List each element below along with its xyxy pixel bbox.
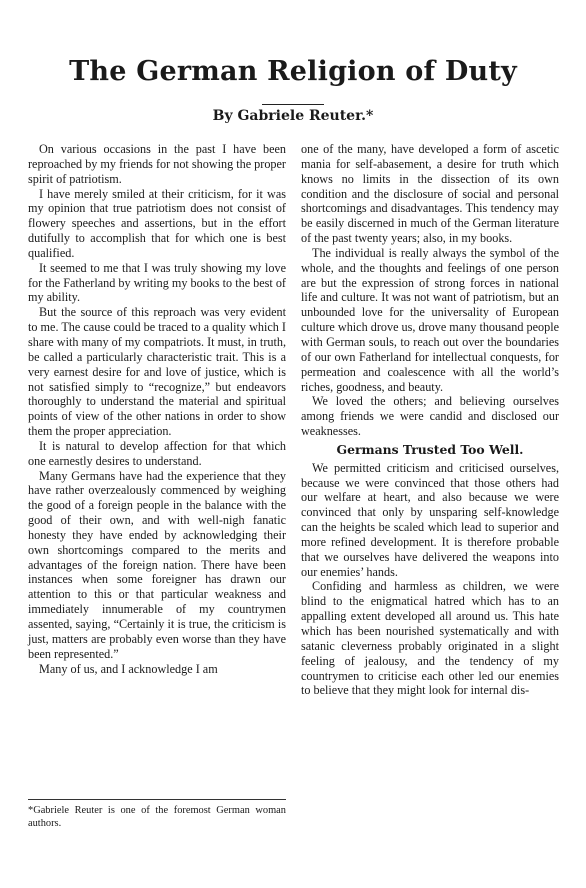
right-column xyxy=(301,142,559,698)
article-byline: By Gabriele Reuter.* xyxy=(212,108,374,124)
paragraph: It seemed to me that I was truly showing my love for the Fatherland by writing my books to the best of my ability. xyxy=(28,260,286,305)
paragraph: We loved the others; and believing ourselves among friends we were candid and disclosed our weaknesses. xyxy=(301,394,559,439)
left-column xyxy=(28,142,286,676)
paragraph: one of the many, have developed a form of ascetic mania for self-abasement, a desire for truth which knows no limits in the dissection of its own condition and the disclosure of social and personal shortcomings and disadvantages. This tendency may be easily discerned in much of the German literature of the past twenty years; also, in my books. xyxy=(301,142,559,246)
paragraph: The individual is really always the symbol of the whole, and the thoughts and feelings of one person are but the expression of strong forces in national life and culture. It was not want of patriotism, but an unbounded love for the universality of European culture which drove us, drove many thousand people with German souls, to reach out over the boundaries of our own Fatherland for intellectual conquests, for permeation and coalescence with all the world’s riches, goodness, and beauty. xyxy=(301,245,559,394)
article-title: The German Religion of Duty xyxy=(69,56,517,87)
footnote-rule xyxy=(28,799,286,800)
paragraph: Confiding and harmless as children, we were blind to the enigmatical hatred which has to an appalling extent developed all around us. This hate which has been nourished systematically and with satanic cleverness probably originated in a slight feeling of jealousy, and the tendency of my countrymen to criticise each other led our enemies to believe that they might look for internal dis- xyxy=(301,579,559,698)
title-rule xyxy=(262,104,324,105)
footnote: *Gabriele Reuter is one of the foremost German woman authors. xyxy=(28,805,286,829)
paragraph: We permitted criticism and criticised ourselves, because we were convinced that those others had our welfare at heart, and also because we were convinced that only by unsparing self-knowledge can the heights be scaled which lead to superior and more refined development. It is therefore probable that we ourselves have delivered the weapons into our enemies’ hands. xyxy=(301,460,559,579)
paragraph: Many Germans have had the experience that they have rather overzealously commenced by weighing the good of a foreign people in the balance with the good of their own, and with well-nigh fanatic honesty they have ended by acknowledging their own shortcomings compared to the merits and advantages of the foreign nation. There have been instances when some foreigner has drawn our attention to this or that particular weakness and immediately innumerable of my countrymen assented, saying, “Certainly it is true, the criticism is just, matters are probably even worse than they have been represented.” xyxy=(28,468,286,661)
paragraph: Many of us, and I acknowledge I am xyxy=(39,661,218,676)
paragraph: On various occasions in the past I have been reproached by my friends for not showing the proper spirit of patriotism. xyxy=(28,142,286,186)
paragraph: It is natural to develop affection for that which one earnestly desires to understand. xyxy=(28,438,286,468)
paragraph: I have merely smiled at their criticism, for it was my opinion that true patriotism does not consist of flowery speeches and assertions, but in the effort dutifully to accomplish that for which one is best qualified. xyxy=(28,186,286,260)
paragraph: But the source of this reproach was very evident to me. The cause could be traced to a quality which I share with many of my compatriots. It must, in truth, be called a particularly characteristic trait. This is a very earnest desire for and love of justice, which is not satisfied simply to “recognize,” but endeavors thoroughly to understand the material and spiritual points of view of the other nations in order to show them the proper appreciation. xyxy=(28,305,286,439)
section-heading: Germans Trusted Too Well. xyxy=(336,441,524,457)
